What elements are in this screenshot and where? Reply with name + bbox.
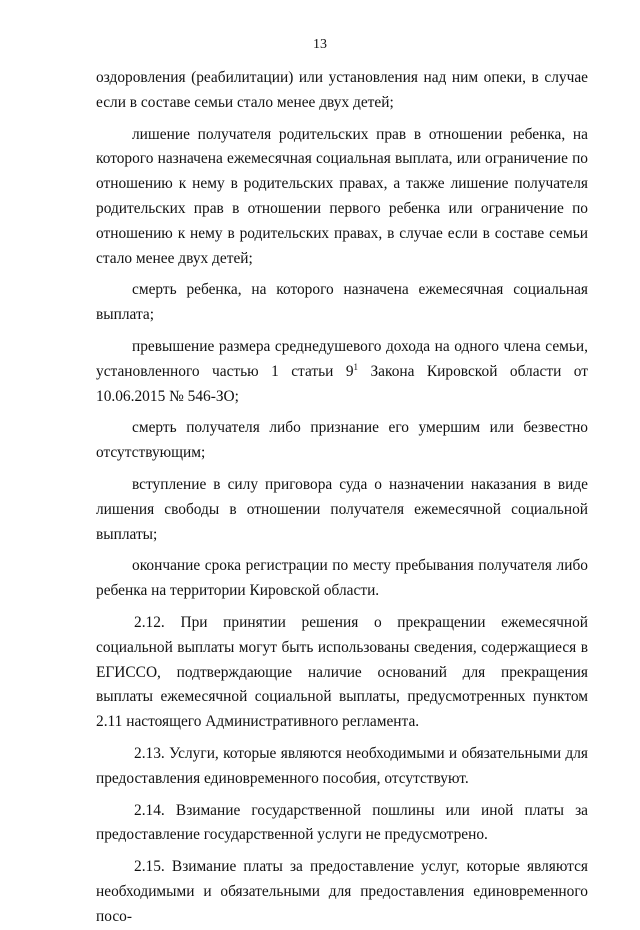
document-body xyxy=(96,66,588,930)
article-superscript: 1 xyxy=(353,361,359,372)
paragraph-recipient-death: смерть получателя либо признание его умершим или безвестно отсутствующим; xyxy=(96,419,588,462)
paragraph-2-15: 2.15. Взимание платы за предоставление услуг, которые являются необходимыми и обязательными для предоставления единовременного посо- xyxy=(96,858,588,925)
paragraph-2-14: 2.14. Взимание государственной пошлины или иной платы за предоставление государственной услуги не предусмотрено. xyxy=(96,801,588,844)
paragraph-deprivation-of-rights: лишение получателя родительских прав в отношении ребенка, на которого назначена ежемесячная социальная выплата, или ограничение по отношению к нему в родительских правах, а также лишение получателя родительских прав в отношении первого ребенка или ограничение по отношению к нему в родительских правах, в случае если в составе семьи стало менее двух детей; xyxy=(96,125,588,267)
paragraph-2-12: 2.12. При принятии решения о прекращении ежемесячной социальной выплаты могут быть использованы сведения, содержащиеся в ЕГИССО, подтверждающие наличие оснований для прекращения выплаты ежемесячной социальной выплаты, предусмотренных пунктом 2.11 настоящего Административного регламента. xyxy=(96,613,588,731)
paragraph-registration-end: окончание срока регистрации по месту пребывания получателя либо ребенка на территории Кировской области. xyxy=(96,557,588,600)
paragraph-child-death: смерть ребенка, на которого назначена ежемесячная социальная выплата; xyxy=(96,281,588,324)
paragraph-court-sentence: вступление в силу приговора суда о назначении наказания в виде лишения свободы в отношении получателя ежемесячной социальной выплаты; xyxy=(96,475,588,543)
paragraph-2-13: 2.13. Услуги, которые являются необходимыми и обязательными для предоставления единовременного пособия, отсутствуют. xyxy=(96,744,588,787)
income-text-before: превышение размера среднедушевого дохода на одного члена семьи, установленного частью 1 статьи 9 xyxy=(96,337,588,380)
income-text-after: Закона Кировской области от 10.06.2015 № 546-ЗО; xyxy=(96,362,588,405)
page-number: 13 xyxy=(313,37,327,52)
paragraph-continuation: оздоровления (реабилитации) или установления над ним опеки, в случае если в составе семьи стало менее двух детей; xyxy=(96,69,588,111)
paragraph-income-excess xyxy=(96,335,588,409)
